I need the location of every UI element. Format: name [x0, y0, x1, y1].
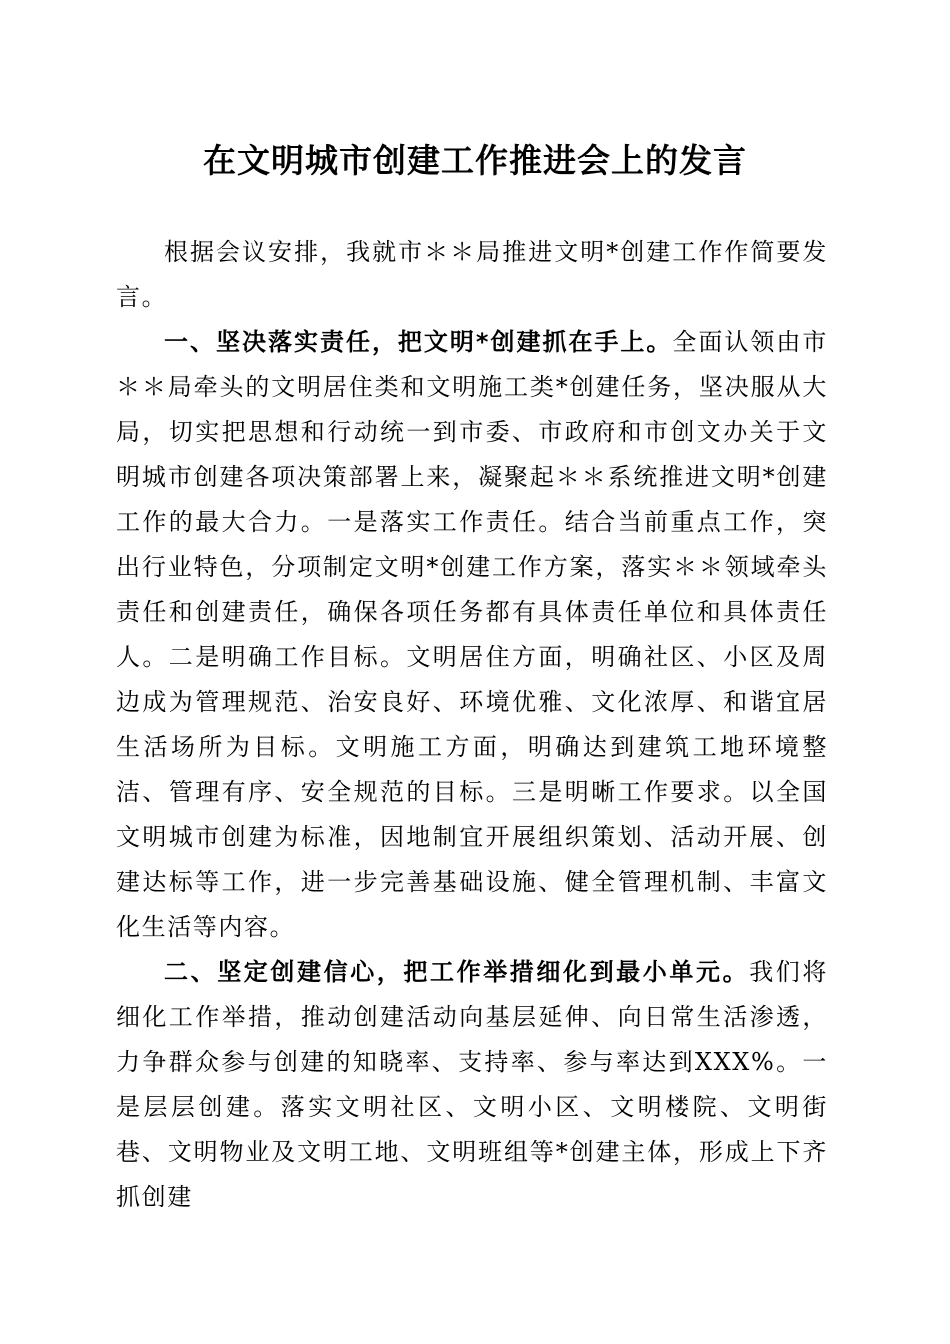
document-body — [116, 230, 828, 1220]
document-title: 在文明城市创建工作推进会上的发言 — [203, 141, 747, 180]
intro-paragraph: 根据会议安排，我就市＊＊局推进文明*创建工作作简要发言。 — [116, 238, 828, 311]
section-heading-1: 一、坚决落实责任，把文明*创建抓在手上。 — [164, 328, 673, 356]
section-text-2: 我们将细化工作举措，推动创建活动向基层延伸、向日常生活渗透，力争群众参与创建的知晓率、支持率、参与率达到XXX%。一是层层创建。落实文明社区、文明小区、文明楼院、文明街巷、文明物业及文明工地、文明班组等*创建主体，形成上下齐抓创建 — [116, 958, 828, 1211]
section-paragraph-1 — [116, 320, 828, 950]
section-heading-2: 二、坚定创建信心，把工作举措细化到最小单元。 — [164, 958, 750, 986]
section-text-1: 全面认领由市＊＊局牵头的文明居住类和文明施工类*创建任务，坚决服从大局，切实把思想和行动统一到市委、市政府和市创文办关于文明城市创建各项决策部署上来，凝聚起＊＊系统推进文明*创建工作的最大合力。一是落实工作责任。结合当前重点工作，突出行业特色，分项制定文明*创建工作方案，落实＊＊领域牵头责任和创建责任，确保各项任务都有具体责任单位和具体责任人。二是明确工作目标。文明居住方面，明确社区、小区及周边成为管理规范、治安良好、环境优雅、文化浓厚、和谐宜居生活场所为目标。文明施工方面，明确达到建筑工地环境整洁、管理有序、安全规范的目标。三是明晰工作要求。以全国文明城市创建为标准，因地制宜开展组织策划、活动开展、创建达标等工作，进一步完善基础设施、健全管理机制、丰富文化生活等内容。 — [116, 328, 828, 941]
section-paragraph-2 — [116, 950, 828, 1220]
